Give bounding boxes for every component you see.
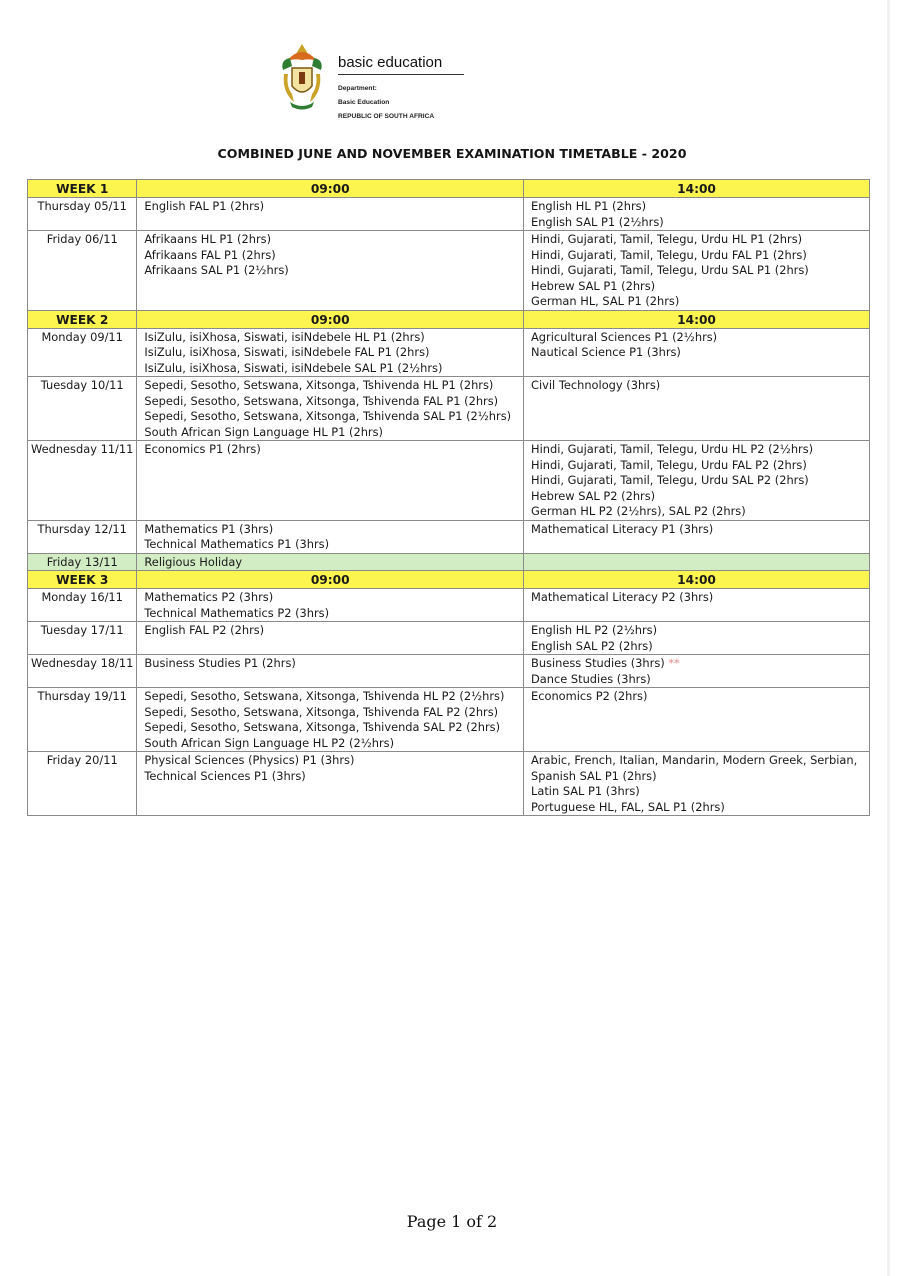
exam-entry: Religious Holiday bbox=[144, 554, 243, 569]
table-row bbox=[28, 198, 870, 231]
exam-timetable bbox=[27, 179, 870, 816]
exam-entry: Hindi, Gujarati, Tamil, Telegu, Urdu HL P1 (2hrs) bbox=[531, 232, 803, 246]
session-cell-pm bbox=[524, 553, 870, 571]
exam-entry: German HL, SAL P1 (2hrs) bbox=[531, 294, 680, 308]
session-time: 14:00 bbox=[677, 573, 716, 587]
exam-entry: German HL P2 (2½hrs), SAL P2 (2hrs) bbox=[531, 504, 746, 518]
brand-name: basic education bbox=[338, 54, 443, 71]
exam-entry: Economics P1 (2hrs) bbox=[144, 442, 261, 456]
session-cell-pm bbox=[524, 589, 870, 622]
exam-entry: English HL P2 (2½hrs) bbox=[531, 623, 658, 637]
exam-entry: Mathematics P1 (3hrs) bbox=[144, 521, 274, 536]
session-cell-am bbox=[137, 752, 524, 816]
holiday-row bbox=[28, 553, 870, 571]
exam-entry: Hindi, Gujarati, Tamil, Telegu, Urdu FAL P2 (2hrs) bbox=[531, 457, 807, 472]
day-cell: Friday 20/11 bbox=[28, 752, 137, 816]
table-row bbox=[28, 377, 870, 441]
day-cell: Friday 13/11 bbox=[28, 553, 137, 571]
exam-entry: English HL P1 (2hrs) bbox=[531, 199, 647, 213]
session-cell-pm bbox=[524, 377, 870, 441]
table-row bbox=[28, 520, 870, 553]
session-cell-am bbox=[137, 655, 524, 688]
session-cell-am bbox=[137, 553, 524, 571]
session-cell-am bbox=[137, 231, 524, 311]
session-time-am bbox=[137, 571, 524, 589]
exam-entry: Technical Mathematics P1 (3hrs) bbox=[144, 537, 330, 551]
session-cell-pm bbox=[524, 520, 870, 553]
exam-entry: Hindi, Gujarati, Tamil, Telegu, Urdu FAL P1 (2hrs) bbox=[531, 247, 807, 262]
exam-entry: IsiZulu, isiXhosa, Siswati, isiNdebele FAL P1 (2hrs) bbox=[144, 345, 430, 359]
day-cell: Thursday 12/11 bbox=[28, 520, 137, 553]
session-time: 14:00 bbox=[677, 182, 716, 196]
day-cell: Monday 16/11 bbox=[28, 589, 137, 622]
exam-entry: South African Sign Language HL P2 (2½hrs) bbox=[144, 735, 395, 750]
week-label: WEEK 2 bbox=[28, 310, 137, 328]
brand-divider bbox=[338, 74, 464, 75]
exam-entry: Business Studies (3hrs) ** bbox=[531, 656, 680, 670]
exam-entry: Economics P2 (2hrs) bbox=[531, 689, 648, 703]
session-time-pm bbox=[524, 310, 870, 328]
week-label: WEEK 1 bbox=[28, 180, 137, 198]
exam-entry: Sepedi, Sesotho, Setswana, Xitsonga, Tshivenda HL P1 (2hrs) bbox=[144, 378, 494, 392]
session-time: 14:00 bbox=[677, 312, 716, 327]
exam-entry: IsiZulu, isiXhosa, Siswati, isiNdebele HL P1 (2hrs) bbox=[144, 329, 425, 344]
exam-entry: Dance Studies (3hrs) bbox=[531, 671, 651, 686]
session-time-am bbox=[137, 310, 524, 328]
exam-entry: Technical Mathematics P2 (3hrs) bbox=[144, 605, 330, 620]
table-row bbox=[28, 655, 870, 688]
day-cell: Thursday 05/11 bbox=[28, 198, 137, 231]
session-time: 09:00 bbox=[310, 573, 350, 587]
table-row bbox=[28, 231, 870, 311]
exam-entry: English SAL P2 (2hrs) bbox=[531, 638, 653, 653]
department-logo bbox=[278, 40, 468, 120]
exam-entry: Agricultural Sciences P1 (2½hrs) bbox=[531, 329, 718, 344]
session-time-pm bbox=[524, 180, 870, 198]
table-row bbox=[28, 752, 870, 816]
table-row bbox=[28, 441, 870, 521]
exam-entry: Mathematics P2 (3hrs) bbox=[144, 590, 274, 604]
brand-subtitle bbox=[338, 78, 434, 127]
session-cell-pm bbox=[524, 441, 870, 521]
exam-entry: English FAL P1 (2hrs) bbox=[144, 199, 265, 213]
table-row bbox=[28, 622, 870, 655]
week-header-row bbox=[28, 310, 870, 328]
week-header-row bbox=[28, 571, 870, 589]
session-cell-am bbox=[137, 441, 524, 521]
exam-entry: Afrikaans HL P1 (2hrs) bbox=[144, 232, 272, 246]
footnote-marker: ** bbox=[668, 656, 680, 670]
session-cell-pm bbox=[524, 622, 870, 655]
session-cell-am bbox=[137, 328, 524, 377]
brand-sub-line: REPUBLIC OF SOUTH AFRICA bbox=[338, 113, 435, 120]
page-number: Page 1 of 2 bbox=[406, 1212, 498, 1231]
exam-entry: English FAL P2 (2hrs) bbox=[144, 623, 265, 637]
day-cell: Tuesday 10/11 bbox=[28, 377, 137, 441]
week-header-row bbox=[28, 180, 870, 198]
exam-entry: Hindi, Gujarati, Tamil, Telegu, Urdu HL P2 (2½hrs) bbox=[531, 442, 814, 456]
session-cell-am bbox=[137, 520, 524, 553]
session-time-am bbox=[137, 180, 524, 198]
session-cell-pm bbox=[524, 231, 870, 311]
timetable-body bbox=[28, 180, 870, 816]
session-cell-pm bbox=[524, 688, 870, 752]
exam-entry: Civil Technology (3hrs) bbox=[531, 378, 661, 392]
exam-entry: Nautical Science P1 (3hrs) bbox=[531, 345, 681, 359]
table-row bbox=[28, 688, 870, 752]
exam-entry: Portuguese HL, FAL, SAL P1 (2hrs) bbox=[531, 799, 725, 814]
page-title: COMBINED JUNE AND NOVEMBER EXAMINATION TIMETABLE - 2020 bbox=[217, 146, 687, 161]
exam-entry: Afrikaans FAL P1 (2hrs) bbox=[144, 247, 276, 262]
session-cell-pm bbox=[524, 655, 870, 688]
session-cell-am bbox=[137, 589, 524, 622]
exam-entry: Business Studies P1 (2hrs) bbox=[144, 656, 296, 670]
exam-entry: Hebrew SAL P2 (2hrs) bbox=[531, 488, 656, 503]
brand-sub-line: Department: bbox=[338, 85, 377, 92]
exam-entry: Sepedi, Sesotho, Setswana, Xitsonga, Tshivenda SAL P2 (2hrs) bbox=[144, 720, 501, 734]
exam-entry: Sepedi, Sesotho, Setswana, Xitsonga, Tshivenda SAL P1 (2½hrs) bbox=[144, 409, 512, 423]
session-cell-pm bbox=[524, 752, 870, 816]
session-cell-am bbox=[137, 198, 524, 231]
session-cell-pm bbox=[524, 328, 870, 377]
exam-entry: Technical Sciences P1 (3hrs) bbox=[144, 768, 306, 783]
session-cell-am bbox=[137, 622, 524, 655]
exam-entry: Mathematical Literacy P1 (3hrs) bbox=[531, 521, 714, 536]
exam-entry: South African Sign Language HL P1 (2hrs) bbox=[144, 424, 383, 439]
session-cell-pm bbox=[524, 198, 870, 231]
day-cell: Tuesday 17/11 bbox=[28, 622, 137, 655]
exam-entry: Afrikaans SAL P1 (2½hrs) bbox=[144, 263, 289, 277]
day-cell: Wednesday 18/11 bbox=[28, 655, 137, 688]
exam-entry: Mathematical Literacy P2 (3hrs) bbox=[531, 590, 714, 604]
session-cell-am bbox=[137, 688, 524, 752]
day-cell: Friday 06/11 bbox=[28, 231, 137, 311]
exam-entry: Sepedi, Sesotho, Setswana, Xitsonga, Tshivenda HL P2 (2½hrs) bbox=[144, 689, 505, 703]
session-time: 09:00 bbox=[310, 312, 350, 327]
session-time-pm bbox=[524, 571, 870, 589]
session-time: 09:00 bbox=[310, 182, 350, 196]
table-row bbox=[28, 328, 870, 377]
exam-entry: Sepedi, Sesotho, Setswana, Xitsonga, Tshivenda FAL P2 (2hrs) bbox=[144, 704, 499, 719]
exam-entry: Hebrew SAL P1 (2hrs) bbox=[531, 278, 656, 293]
day-cell: Thursday 19/11 bbox=[28, 688, 137, 752]
table-row bbox=[28, 589, 870, 622]
scan-edge bbox=[887, 0, 890, 1276]
week-label: WEEK 3 bbox=[28, 571, 137, 589]
session-cell-am bbox=[137, 377, 524, 441]
exam-entry: Arabic, French, Italian, Mandarin, Modern Greek, Serbian, Spanish SAL P1 (2hrs) bbox=[531, 753, 858, 783]
day-cell: Monday 09/11 bbox=[28, 328, 137, 377]
exam-entry: Hindi, Gujarati, Tamil, Telegu, Urdu SAL P1 (2hrs) bbox=[531, 263, 809, 277]
exam-entry: Sepedi, Sesotho, Setswana, Xitsonga, Tshivenda FAL P1 (2hrs) bbox=[144, 393, 499, 408]
brand-sub-line: Basic Education bbox=[338, 99, 390, 106]
south-africa-coat-of-arms-icon bbox=[278, 40, 326, 112]
exam-entry: Physical Sciences (Physics) P1 (3hrs) bbox=[144, 753, 355, 767]
exam-entry: IsiZulu, isiXhosa, Siswati, isiNdebele SAL P1 (2½hrs) bbox=[144, 360, 443, 375]
exam-entry: Hindi, Gujarati, Tamil, Telegu, Urdu SAL P2 (2hrs) bbox=[531, 473, 809, 487]
exam-entry: English SAL P1 (2½hrs) bbox=[531, 214, 664, 229]
exam-entry: Latin SAL P1 (3hrs) bbox=[531, 784, 640, 798]
day-cell: Wednesday 11/11 bbox=[28, 441, 137, 521]
